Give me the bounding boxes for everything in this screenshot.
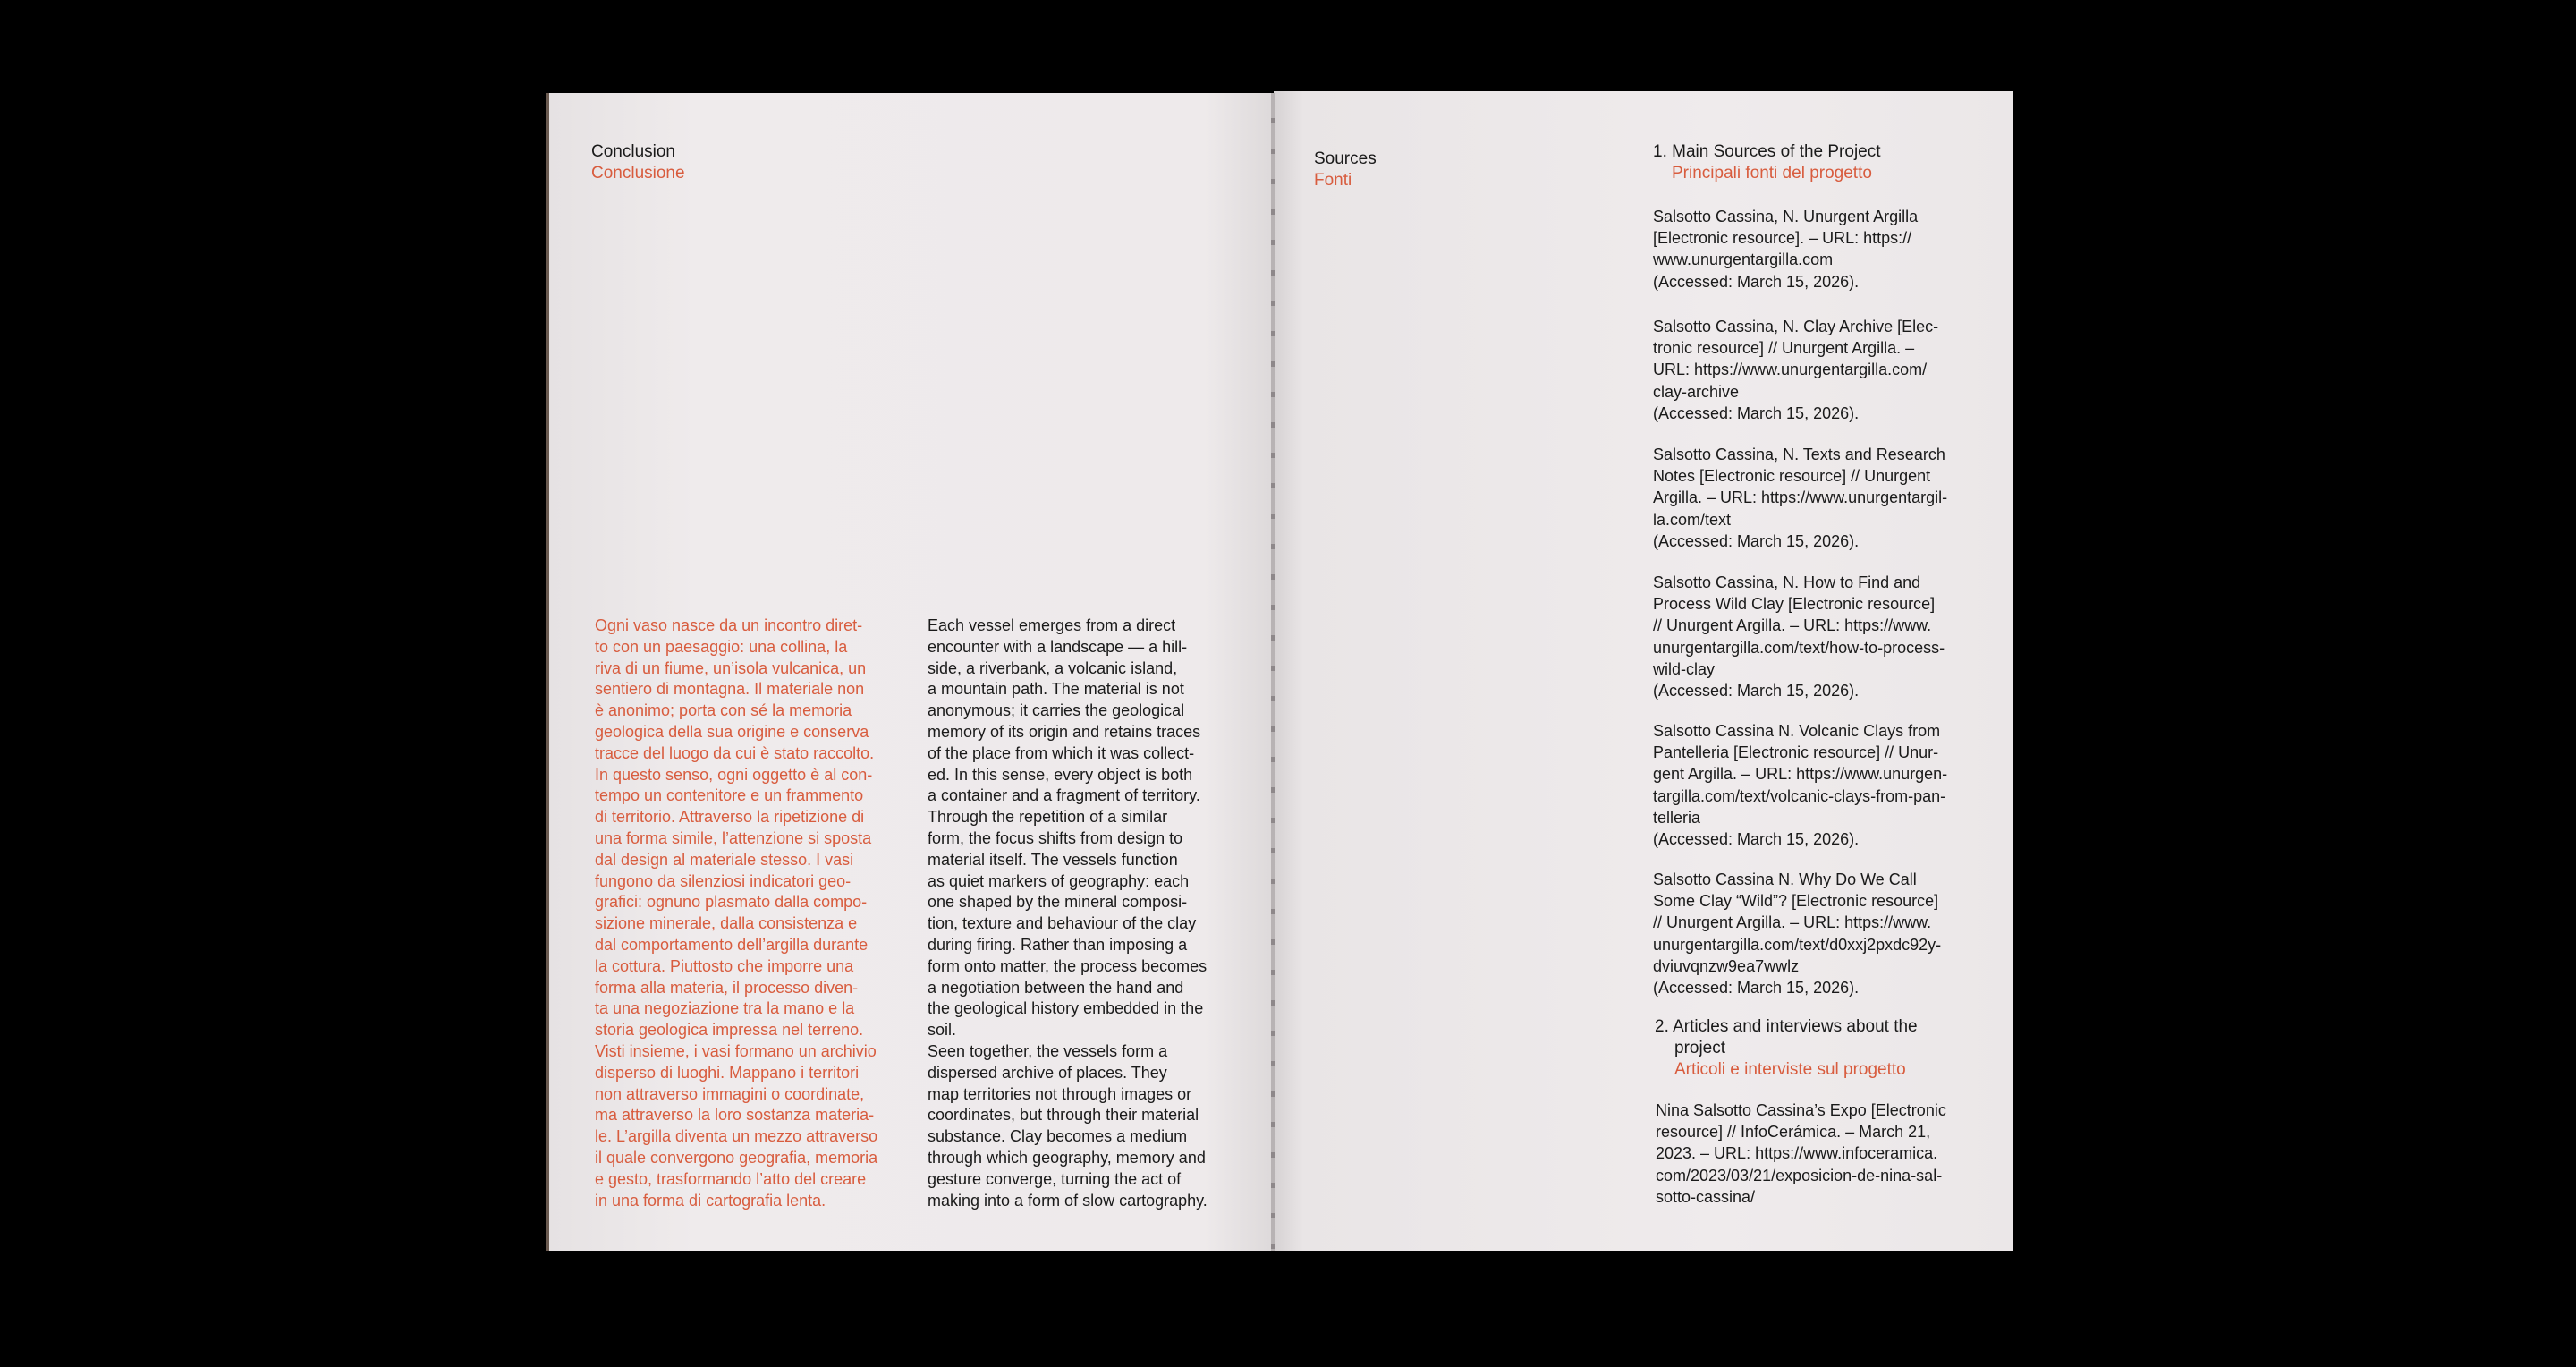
text-line: side, a riverbank, a volcanic island, [928, 658, 1178, 677]
text-line: una forma simile, l’attenzione si sposta [595, 828, 872, 847]
text-line: (Accessed: March 15, 2026). [1653, 682, 1860, 700]
text-line: dal design al materiale stesso. I vasi [595, 850, 854, 869]
text-line: unurgentargilla.com/text/d0xxj2pxdc92y- [1653, 935, 1942, 954]
text-line: le. L’argilla diventa un mezzo attraverso [595, 1127, 878, 1146]
text-line: a mountain path. The material is not [928, 680, 1184, 699]
text-line: gent Argilla. – URL: https://www.unurgen- [1653, 765, 1948, 784]
text-line: tracce del luogo da cui è stato raccolto. [595, 743, 875, 762]
text-line: sizione minerale, dalla consistenza e [595, 914, 858, 933]
text-line: resource] // InfoCerámica. – March 21, [1656, 1123, 1931, 1142]
text-line: clay-archive [1653, 382, 1740, 401]
text-line: sentiero di montagna. Il materiale non [595, 680, 865, 699]
text-line: of the place from which it was collect- [928, 743, 1195, 762]
text-line: making into a form of slow cartography. [928, 1191, 1208, 1210]
text-line: material itself. The vessels function [928, 850, 1178, 869]
text-line: la cottura. Piuttosto che imporre una [595, 956, 854, 975]
text-line: com/2023/03/21/exposicion-de-nina-sal- [1656, 1166, 1943, 1184]
text-line: geologica della sua origine e conserva [595, 722, 869, 741]
english-paragraph [928, 616, 1208, 1211]
text-line: encounter with a landscape — a hill- [928, 637, 1188, 656]
text-line: tronic resource] // Unurgent Argilla. – [1653, 339, 1915, 358]
text-line: dviuvqnzw9ea7wwlz [1653, 956, 1800, 975]
text-line: (Accessed: March 15, 2026). [1653, 403, 1860, 422]
text-line: gesture converge, turning the act of [928, 1169, 1182, 1188]
heading-sources: Sources [1314, 149, 1377, 168]
text-line: sotto-cassina/ [1656, 1187, 1756, 1206]
text-line: Some Clay “Wild”? [Electronic resource] [1653, 892, 1939, 911]
text-line: ta una negoziazione tra la mano e la [595, 999, 855, 1018]
text-line: in una forma di cartografia lenta. [595, 1191, 826, 1210]
section1-title-it: Principali fonti del progetto [1672, 164, 1872, 183]
text-line: Through the repetition of a similar [928, 808, 1168, 827]
text-line: targilla.com/text/volcanic-clays-from-pan- [1653, 786, 1946, 805]
text-line: non attraverso immagini o coordinate, [595, 1084, 865, 1103]
text-line: anonymous; it carries the geological [928, 701, 1185, 720]
text-line: unurgentargilla.com/text/how-to-process- [1653, 638, 1945, 657]
text-line: grafici: ognuno plasmato dalla compo- [595, 893, 868, 912]
text-line: a negotiation between the hand and [928, 978, 1184, 997]
text-line: disperso di luoghi. Mappano i territori [595, 1063, 860, 1082]
text-line: memory of its origin and retains traces [928, 722, 1201, 741]
text-line: è anonimo; porta con sé la memoria [595, 701, 852, 720]
text-line: one shaped by the mineral composi- [928, 893, 1188, 912]
text-line: il quale convergono geografia, memoria [595, 1148, 878, 1167]
text-line: Salsotto Cassina N. Why Do We Call [1653, 870, 1917, 888]
text-line: e gesto, trasformando l’atto del creare [595, 1169, 867, 1188]
text-line: to con un paesaggio: una collina, la [595, 637, 848, 656]
text-line: Each vessel emerges from a direct [928, 616, 1176, 634]
source-entry [1653, 720, 1947, 850]
text-line: a container and a fragment of territory. [928, 786, 1200, 805]
text-line: (Accessed: March 15, 2026). [1653, 830, 1860, 849]
text-line: Argilla. – URL: https://www.unurgentargil- [1653, 488, 1948, 507]
text-line: wild-clay [1653, 659, 1716, 678]
heading-conclusion: Conclusion [591, 142, 675, 161]
section2-title-line1: 2. Articles and interviews about the [1655, 1017, 1918, 1036]
text-line: ed. In this sense, every object is both [928, 765, 1193, 784]
text-line: Ogni vaso nasce da un incontro diret- [595, 616, 863, 634]
text-line: storia geologica impressa nel terreno. [595, 1021, 864, 1040]
text-line: form, the focus shifts from design to [928, 828, 1183, 847]
text-line: Seen together, the vessels form a [928, 1041, 1168, 1060]
source-entry [1653, 869, 1941, 998]
text-line: (Accessed: March 15, 2026). [1653, 272, 1860, 291]
section2-title-line2: project [1674, 1039, 1726, 1057]
text-line: tempo un contenitore e un frammento [595, 786, 864, 805]
text-line: form onto matter, the process becomes [928, 956, 1208, 975]
text-line: substance. Clay becomes a medium [928, 1127, 1188, 1146]
text-line: // Unurgent Argilla. – URL: https://www. [1653, 616, 1932, 635]
source-entry [1653, 572, 1945, 701]
text-line: during firing. Rather than imposing a [928, 935, 1188, 954]
text-line: through which geography, memory and [928, 1148, 1206, 1167]
text-line: Salsotto Cassina N. Volcanic Clays from [1653, 722, 1941, 740]
heading-conclusione: Conclusione [591, 164, 685, 183]
text-line: tion, texture and behaviour of the clay [928, 914, 1197, 933]
text-line: ma attraverso la loro sostanza materia- [595, 1106, 875, 1125]
source-entry [1653, 206, 1918, 293]
text-line: di territorio. Attraverso la ripetizione di [595, 808, 865, 827]
text-line: fungono da silenziosi indicatori geo- [595, 871, 852, 890]
text-line: Salsotto Cassina, N. Texts and Research [1653, 446, 1945, 463]
text-line: In questo senso, ogni oggetto è al con- [595, 765, 873, 784]
text-line: Visti insieme, i vasi formano un archivio [595, 1041, 877, 1060]
spine-binding [1271, 93, 1275, 1251]
text-line: Nina Salsotto Cassina’s Expo [Electronic [1656, 1101, 1946, 1119]
text-line: [Electronic resource]. – URL: https:// [1653, 229, 1912, 248]
text-line: Salsotto Cassina, N. Clay Archive [Elec- [1653, 318, 1939, 335]
text-line: URL: https://www.unurgentargilla.com/ [1653, 361, 1928, 379]
text-line: Notes [Electronic resource] // Unurgent [1653, 467, 1931, 486]
text-line: www.unurgentargilla.com [1653, 250, 1834, 269]
text-line: Salsotto Cassina, N. Unurgent Argilla [1653, 208, 1919, 225]
text-line: // Unurgent Argilla. – URL: https://www. [1653, 913, 1932, 932]
source-entry [1656, 1100, 1946, 1208]
text-line: (Accessed: March 15, 2026). [1653, 979, 1860, 998]
text-line: dispersed archive of places. They [928, 1063, 1167, 1082]
text-line: telleria [1653, 808, 1701, 827]
text-line: la.com/text [1653, 510, 1732, 529]
section1-title: 1. Main Sources of the Project [1653, 142, 1881, 161]
text-line: as quiet markers of geography: each [928, 871, 1190, 890]
text-line: Process Wild Clay [Electronic resource] [1653, 595, 1936, 614]
text-line: (Accessed: March 15, 2026). [1653, 531, 1860, 550]
text-line: riva di un fiume, un’isola vulcanica, un [595, 658, 867, 677]
text-line: Pantelleria [Electronic resource] // Unur- [1653, 743, 1939, 762]
text-line: map territories not through images or [928, 1084, 1192, 1103]
text-line: the geological history embedded in the [928, 999, 1204, 1018]
source-entry [1653, 316, 1938, 424]
text-line: coordinates, but through their material [928, 1106, 1199, 1125]
italian-paragraph [595, 616, 877, 1211]
text-line: forma alla materia, il processo diven- [595, 978, 859, 997]
text-line: soil. [928, 1021, 957, 1040]
heading-fonti: Fonti [1314, 171, 1352, 190]
text-line: dal comportamento dell’argilla durante [595, 935, 869, 954]
text-line: Salsotto Cassina, N. How to Find and [1653, 573, 1921, 591]
source-entry [1653, 444, 1947, 552]
section2-title-it: Articoli e interviste sul progetto [1674, 1060, 1906, 1079]
text-line: 2023. – URL: https://www.infoceramica. [1656, 1144, 1938, 1163]
